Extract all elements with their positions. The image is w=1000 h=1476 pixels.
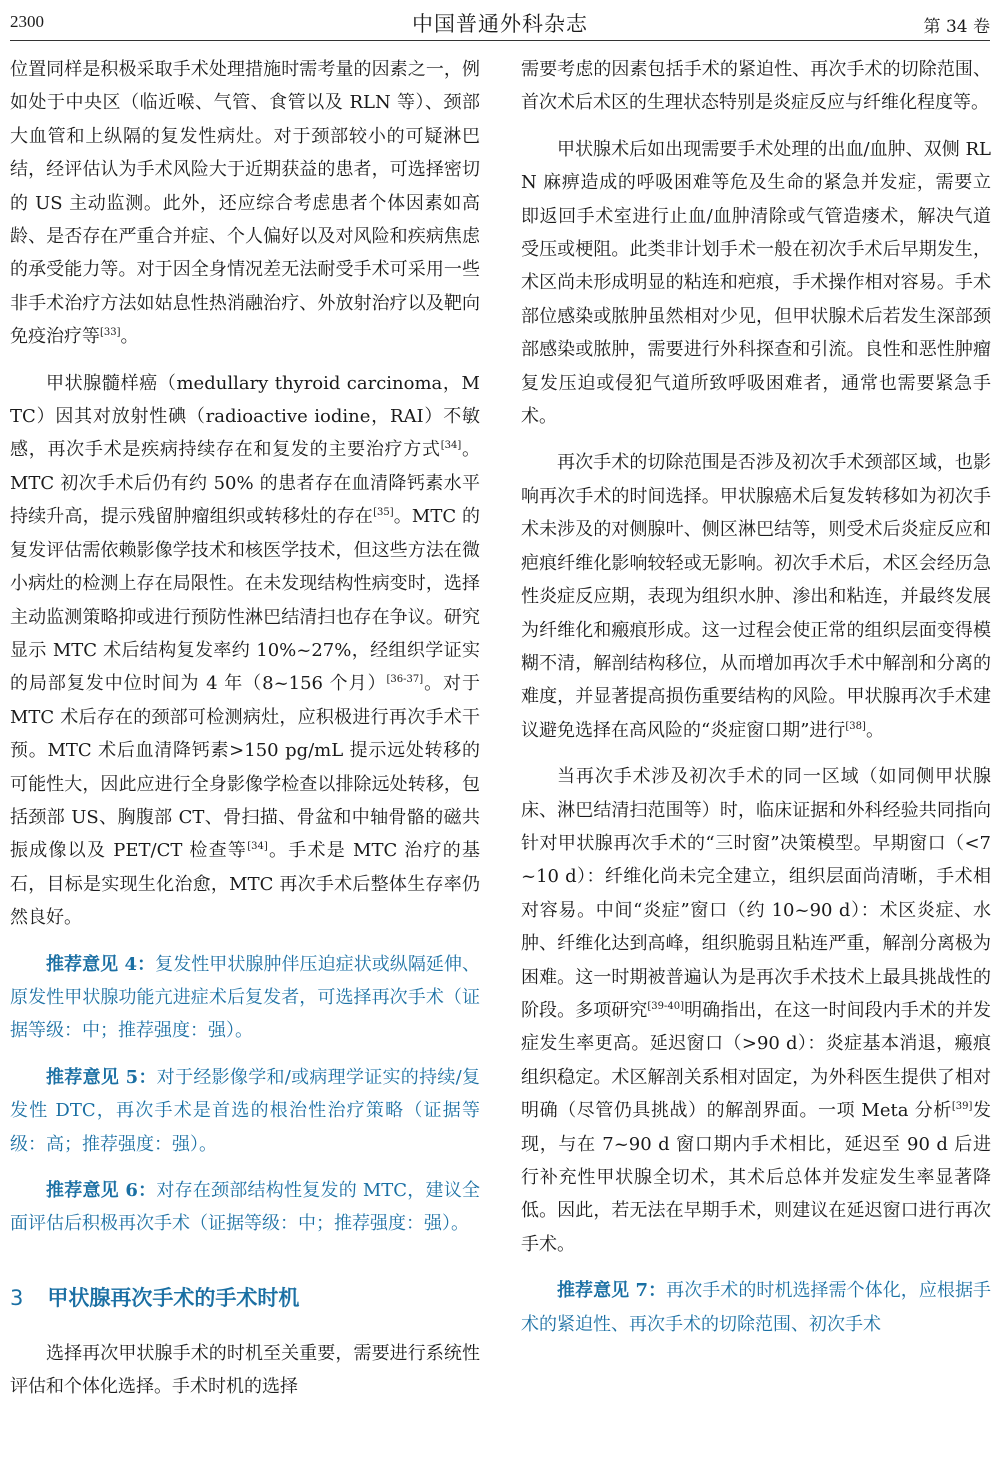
left-column xyxy=(10,53,480,1404)
citation[interactable]: [38] xyxy=(845,720,866,732)
paragraph-time-window: 当再次手术涉及初次手术的同一区域（如同侧甲状腺床、淋巴结清扫范围等）时，临床证据和外科经验共同指向针对甲状腺再次手术的“三时窗”决策模型。早期窗口（<7~10 d）：纤维化尚未完全建立，组织层面尚清晰，手术相对容易。中间“炎症”窗口（约 10~90 d）：术区炎症、水肿、纤维化达到高峰，组织脆弱且粘连严重，解剖分离极为困难。这一时期被普遍认为是再次手术技术上最具挑战性的阶段。多项研究[39-40]明确指出，在这一时间段内手术的并发症发生率更高。延迟窗口（>90 d）：炎症基本消退，瘢痕组织稳定。术区解剖关系相对固定，为外科医生提供了相对明确（尽管仍具挑战）的解剖界面。一项 Meta 分析[39]发现，与在 7~90 d 窗口期内手术相比，延迟至 90 d 后进行补充性甲状腺全切术，其术后总体并发症发生率显著降低。因此，若无法在早期手术，则建议在延迟窗口进行再次手术。 xyxy=(521,766,992,1255)
paragraph: 选择再次甲状腺手术的时机至关重要，需要进行系统性评估和个体化选择。手术时机的选择 xyxy=(10,1342,480,1398)
citation[interactable]: [39-40] xyxy=(647,1000,685,1012)
right-column xyxy=(521,53,991,1341)
running-header xyxy=(10,4,990,41)
citation[interactable]: [34] xyxy=(247,841,268,853)
citation[interactable]: [35] xyxy=(373,507,394,519)
recommendation-6: 推荐意见 6：对存在颈部结构性复发的 MTC，建议全面评估后积极再次手术（证据等级：中；推荐强度：强）。 xyxy=(10,1180,480,1235)
paragraph: 需要考虑的因素包括手术的紧迫性、再次手术的切除范围、首次术后术区的生理状态特别是炎症反应与纤维化程度等。 xyxy=(521,59,991,114)
citation[interactable]: [34] xyxy=(440,440,462,452)
volume-label: 第 34 卷 xyxy=(923,17,990,37)
citation[interactable]: [39] xyxy=(951,1101,973,1113)
citation[interactable]: [36-37] xyxy=(386,674,424,686)
section-heading: 3 甲状腺再次手术的手术时机 xyxy=(10,1285,300,1310)
paragraph-mtc: 甲状腺髓样癌（medullary thyroid carcinoma，MTC）因其对放射性碘（radioactive iodine，RAI）不敏感，再次手术是疾病持续存在和复发的主要治疗方式[34]。MTC 初次手术后仍有约 50% 的患者存在血清降钙素水平持续升高，提示残留肿瘤组织或转移灶的存在[35]。MTC 的复发评估需依赖影像学技术和核医学技术，但这些方法在微小病灶的检测上存在局限性。在未发现结构性病变时，选择主动监测策略抑或进行预防性淋巴结清扫也存在争议。研究显示 MTC 术后结构复发率约 10%~27%，经组织学证实的局部复发中位时间为 4 年（8~156 个月）[36-37]。对于 MTC 术后存在的颈部可检测病灶，应积极进行再次手术干预。MTC 术后血清降钙素>150 pg/mL 提示远处转移的可能性大，因此应进行全身影像学检查以排除远处转移，包括颈部 US、胸腹部 CT、骨扫描、骨盆和中轴骨骼的磁共振成像以及 PET/CT 检查等[34]。手术是 MTC 治疗的基石，目标是实现生化治愈，MTC 再次手术后整体生存率仍然良好。 xyxy=(10,372,481,929)
journal-title: 中国普通外科杂志 xyxy=(412,12,588,36)
recommendation-4: 推荐意见 4：复发性甲状腺肿伴压迫症状或纵隔延伸、原发性甲状腺功能亢进症术后复发者，可选择再次手术（证据等级：中；推荐强度：强）。 xyxy=(10,953,481,1042)
paragraph-extent: 再次手术的切除范围是否涉及初次手术颈部区域，也影响再次手术的时间选择。甲状腺癌术后复发转移如为初次手术未涉及的对侧腺叶、侧区淋巴结等，则受术后炎症反应和疤痕纤维化影响较轻或无影响。初次手术后，术区会经历急性炎症反应期，表现为组织水肿、渗出和粘连，并最终发展为纤维化和瘢痕形成。这一过程会使正常的组织层面变得模糊不清，解剖结构移位，从而增加再次手术中解剖和分离的难度，并显著提高损伤重要结构的风险。甲状腺再次手术建议避免选择在高风险的“炎症窗口期”进行[38]。 xyxy=(521,452,991,741)
recommendation-7: 推荐意见 7：再次手术的时机选择需个体化，应根据手术的紧迫性、再次手术的切除范围、初次手术 xyxy=(521,1280,992,1335)
citation[interactable]: [33] xyxy=(100,327,121,339)
page-number: 2300 xyxy=(10,12,44,31)
recommendation-5: 推荐意见 5：对于经影像学和/或病理学证实的持续/复发性 DTC，再次手术是首选的根治性治疗策略（证据等级：高；推荐强度：强）。 xyxy=(10,1066,480,1155)
paragraph-emergency: 甲状腺术后如出现需要手术处理的出血/血肿、双侧 RLN 麻痹造成的呼吸困难等危及生命的紧急并发症，需要立即返回手术室进行止血/血肿清除或气管造瘘术，解决气道受压或梗阻。此类非计划手术一般在初次手术后早期发生，术区尚未形成明显的粘连和疤痕，手术操作相对容易。手术部位感染或脓肿虽然相对少见，但甲状腺术后若发生深部颈部感染或脓肿，需要进行外科探查和引流。良性和恶性肿瘤复发压迫或侵犯气道所致呼吸困难者，通常也需要紧急手术。 xyxy=(521,138,991,428)
paragraph: 位置同样是积极采取手术处理措施时需考量的因素之一，例如处于中央区（临近喉、气管、食管以及 RLN 等）、颈部大血管和上纵隔的复发性病灶。对于颈部较小的可疑淋巴结，经评估认为手术风险大于近期获益的患者，可选择密切的 US 主动监测。此外，还应综合考虑患者个体因素如高龄、是否存在严重合并症、个人偏好以及对风险和疾病焦虑的承受能力等。对于因全身情况差无法耐受手术可采用一些非手术治疗方法如姑息性热消融治疗、外放射治疗以及靶向免疫治疗等[33]。 xyxy=(10,59,480,348)
